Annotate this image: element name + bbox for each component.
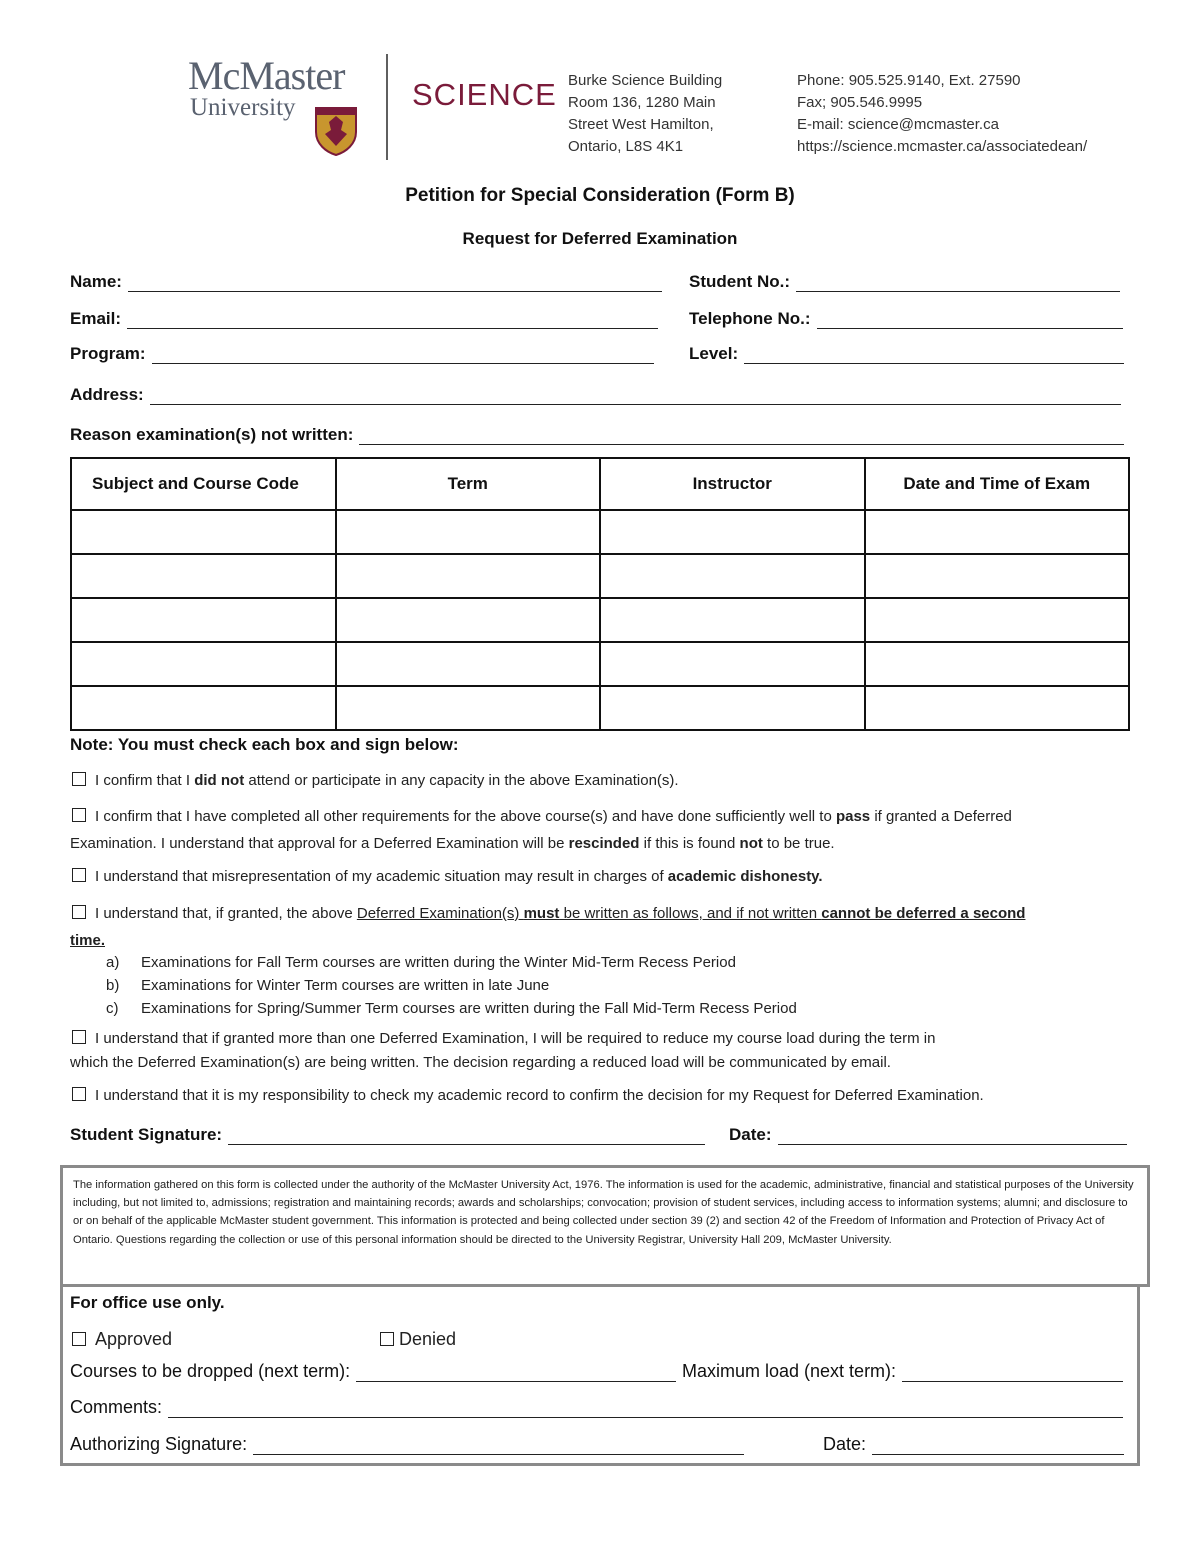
telephone-label: Telephone No.: <box>689 309 811 328</box>
phone-text: Phone: 905.525.9140, Ext. 27590 <box>797 72 1021 89</box>
email-label: Email: <box>70 309 122 328</box>
table-cell[interactable] <box>336 598 601 642</box>
header-date-time: Date and Time of Exam <box>865 458 1130 510</box>
checkbox-item-requirements: I confirm that I have completed all other requirements for the above course(s) and have done sufficiently well to pass if granted a Deferred Examination. I understand that approval for a Deferred Examination will be rescinded if this is found not to be true. <box>70 808 1012 852</box>
student-signature-field[interactable] <box>70 1125 705 1145</box>
student-no-label: Student No.: <box>689 272 791 291</box>
header-term: Term <box>336 458 601 510</box>
email-field[interactable] <box>70 309 658 329</box>
form-subtitle: Request for Deferred Examination <box>462 229 738 248</box>
denied-checkbox[interactable] <box>380 1332 394 1346</box>
email-link[interactable]: E-mail: science@mcmaster.ca <box>797 116 999 133</box>
program-line[interactable] <box>152 345 654 364</box>
table-cell[interactable] <box>71 686 336 730</box>
program-field[interactable] <box>70 344 654 364</box>
address-field[interactable] <box>70 385 1121 405</box>
max-load-line[interactable] <box>902 1363 1123 1382</box>
table-cell[interactable] <box>600 554 865 598</box>
logo-university-text: University <box>190 94 296 121</box>
comments-label: Comments: <box>70 1397 163 1417</box>
privacy-notice: The information gathered on this form is collected under the authority of the McMaster University Act, 1976. The information is used for the academic, administrative, financial and statistical purposes of the University including, but not limited to, admissions; registration and maintaining records; awards and scholarships; convocation; provision of student services, including access to information systems; alumni; and disclosure to or on behalf of the applicable McMaster student government. This information is protected and being collected under section 39 (2) and section 42 of the Freedom of Information and Protection of Privacy Act of Ontario. Questions regarding the collection or use of this personal information should be directed to the University Registrar, University Hall 209, McMaster University. <box>60 1165 1150 1287</box>
name-field[interactable] <box>70 272 662 292</box>
header-subject: Subject and Course Code <box>71 458 336 510</box>
table-row <box>71 598 1129 642</box>
courses-dropped-field[interactable] <box>70 1361 676 1382</box>
table-cell[interactable] <box>600 686 865 730</box>
logo-mcmaster-text: McMaster <box>188 53 345 98</box>
crest-icon <box>313 106 359 156</box>
checkbox-item-deferred-schedule: I understand that, if granted, the above Deferred Examination(s) must be written as follows, and if not written cannot be deferred a second time. <box>70 905 1026 949</box>
name-line[interactable] <box>128 273 662 292</box>
reason-field[interactable] <box>70 425 1124 445</box>
table-cell[interactable] <box>336 642 601 686</box>
telephone-field[interactable] <box>689 309 1123 329</box>
checkbox-item-did-not-attend: I confirm that I did not attend or participate in any capacity in the above Examination(s). <box>72 767 1132 794</box>
checkbox[interactable] <box>72 1030 86 1044</box>
header-instructor: Instructor <box>600 458 865 510</box>
denied-option: Denied <box>380 1329 456 1350</box>
address-line: Ontario, L8S 4K1 <box>568 138 684 155</box>
table-row <box>71 686 1129 730</box>
table-cell[interactable] <box>336 510 601 554</box>
list-item: c) Examinations for Spring/Summer Term courses are written during the Fall Mid-Term Recess Period <box>106 1000 797 1017</box>
comments-line[interactable] <box>168 1399 1123 1418</box>
list-item: a) Examinations for Fall Term courses are written during the Winter Mid-Term Recess Period <box>106 954 736 971</box>
list-item: b) Examinations for Winter Term courses are written in late June <box>106 977 550 994</box>
reason-label: Reason examination(s) not written: <box>70 425 354 444</box>
fax-text: Fax; 905.546.9995 <box>797 94 923 111</box>
level-label: Level: <box>689 344 739 363</box>
checkbox[interactable] <box>72 905 86 919</box>
address-block <box>568 70 768 158</box>
max-load-field[interactable] <box>682 1361 1123 1382</box>
checkbox[interactable] <box>72 1087 86 1101</box>
telephone-line[interactable] <box>817 310 1123 329</box>
table-cell[interactable] <box>600 510 865 554</box>
checkbox-item-misrepresentation: I understand that misrepresentation of my academic situation may result in charges of academic dishonesty. <box>72 863 1132 890</box>
checkbox-item-course-load: I understand that if granted more than one Deferred Examination, I will be required to reduce my course load during the term in which the Deferred Examination(s) are being written. The decision regarding a reduced load will be communicated by email. <box>70 1030 936 1071</box>
address-line: Street West Hamilton, <box>568 116 714 133</box>
max-load-label: Maximum load (next term): <box>682 1361 897 1381</box>
table-row <box>71 554 1129 598</box>
address-line: Burke Science Building <box>568 72 723 89</box>
authorizing-signature-field[interactable] <box>70 1434 744 1455</box>
date-line[interactable] <box>778 1126 1127 1145</box>
header-divider <box>386 54 388 160</box>
table-row <box>71 510 1129 554</box>
table-cell[interactable] <box>336 554 601 598</box>
table-cell[interactable] <box>71 554 336 598</box>
table-row <box>71 642 1129 686</box>
table-cell[interactable] <box>71 598 336 642</box>
student-signature-line[interactable] <box>228 1126 705 1145</box>
note-heading: Note: You must check each box and sign below: <box>70 735 459 754</box>
checkbox[interactable] <box>72 772 86 786</box>
office-use-title: For office use only. <box>70 1293 225 1312</box>
courses-dropped-label: Courses to be dropped (next term): <box>70 1361 351 1381</box>
student-no-line[interactable] <box>796 273 1120 292</box>
website-link[interactable]: https://science.mcmaster.ca/associatedean/ <box>797 138 1088 155</box>
name-label: Name: <box>70 272 122 291</box>
student-no-field[interactable] <box>689 272 1120 292</box>
checkbox-item-academic-record: I understand that it is my responsibility to check my academic record to confirm the decision for my Request for Deferred Examination. <box>72 1082 1132 1109</box>
checkbox[interactable] <box>72 808 86 822</box>
logo-science-text: SCIENCE <box>412 77 557 112</box>
table-cell[interactable] <box>600 598 865 642</box>
level-field[interactable] <box>689 344 1124 364</box>
form-title: Petition for Special Consideration (Form B) <box>405 185 795 206</box>
student-signature-label: Student Signature: <box>70 1125 223 1144</box>
table-cell[interactable] <box>865 598 1130 642</box>
address-line-input[interactable] <box>150 386 1121 405</box>
table-cell[interactable] <box>600 642 865 686</box>
table-header-row <box>71 458 1129 510</box>
program-label: Program: <box>70 344 146 363</box>
level-line[interactable] <box>744 345 1124 364</box>
table-cell[interactable] <box>865 554 1130 598</box>
date-field[interactable] <box>729 1125 1127 1145</box>
table-cell[interactable] <box>71 510 336 554</box>
approved-option: Approved <box>72 1329 172 1350</box>
table-cell[interactable] <box>336 686 601 730</box>
checkbox[interactable] <box>72 868 86 882</box>
exam-schedule-list <box>106 951 797 1020</box>
table-cell[interactable] <box>865 642 1130 686</box>
exam-table <box>70 457 1130 731</box>
office-date-line[interactable] <box>872 1436 1124 1455</box>
authorizing-signature-label: Authorizing Signature: <box>70 1434 248 1454</box>
office-date-field[interactable] <box>823 1434 1124 1455</box>
contact-block <box>797 70 1087 158</box>
office-date-label: Date: <box>823 1434 867 1454</box>
table-cell[interactable] <box>865 686 1130 730</box>
date-label: Date: <box>729 1125 772 1144</box>
email-line[interactable] <box>127 310 658 329</box>
reason-line[interactable] <box>359 426 1124 445</box>
table-cell[interactable] <box>865 510 1130 554</box>
courses-dropped-line[interactable] <box>356 1363 676 1382</box>
address-label: Address: <box>70 385 144 404</box>
address-line: Room 136, 1280 Main <box>568 94 716 111</box>
approved-checkbox[interactable] <box>72 1332 86 1346</box>
comments-field[interactable] <box>70 1397 1123 1418</box>
table-cell[interactable] <box>71 642 336 686</box>
authorizing-signature-line[interactable] <box>253 1436 744 1455</box>
